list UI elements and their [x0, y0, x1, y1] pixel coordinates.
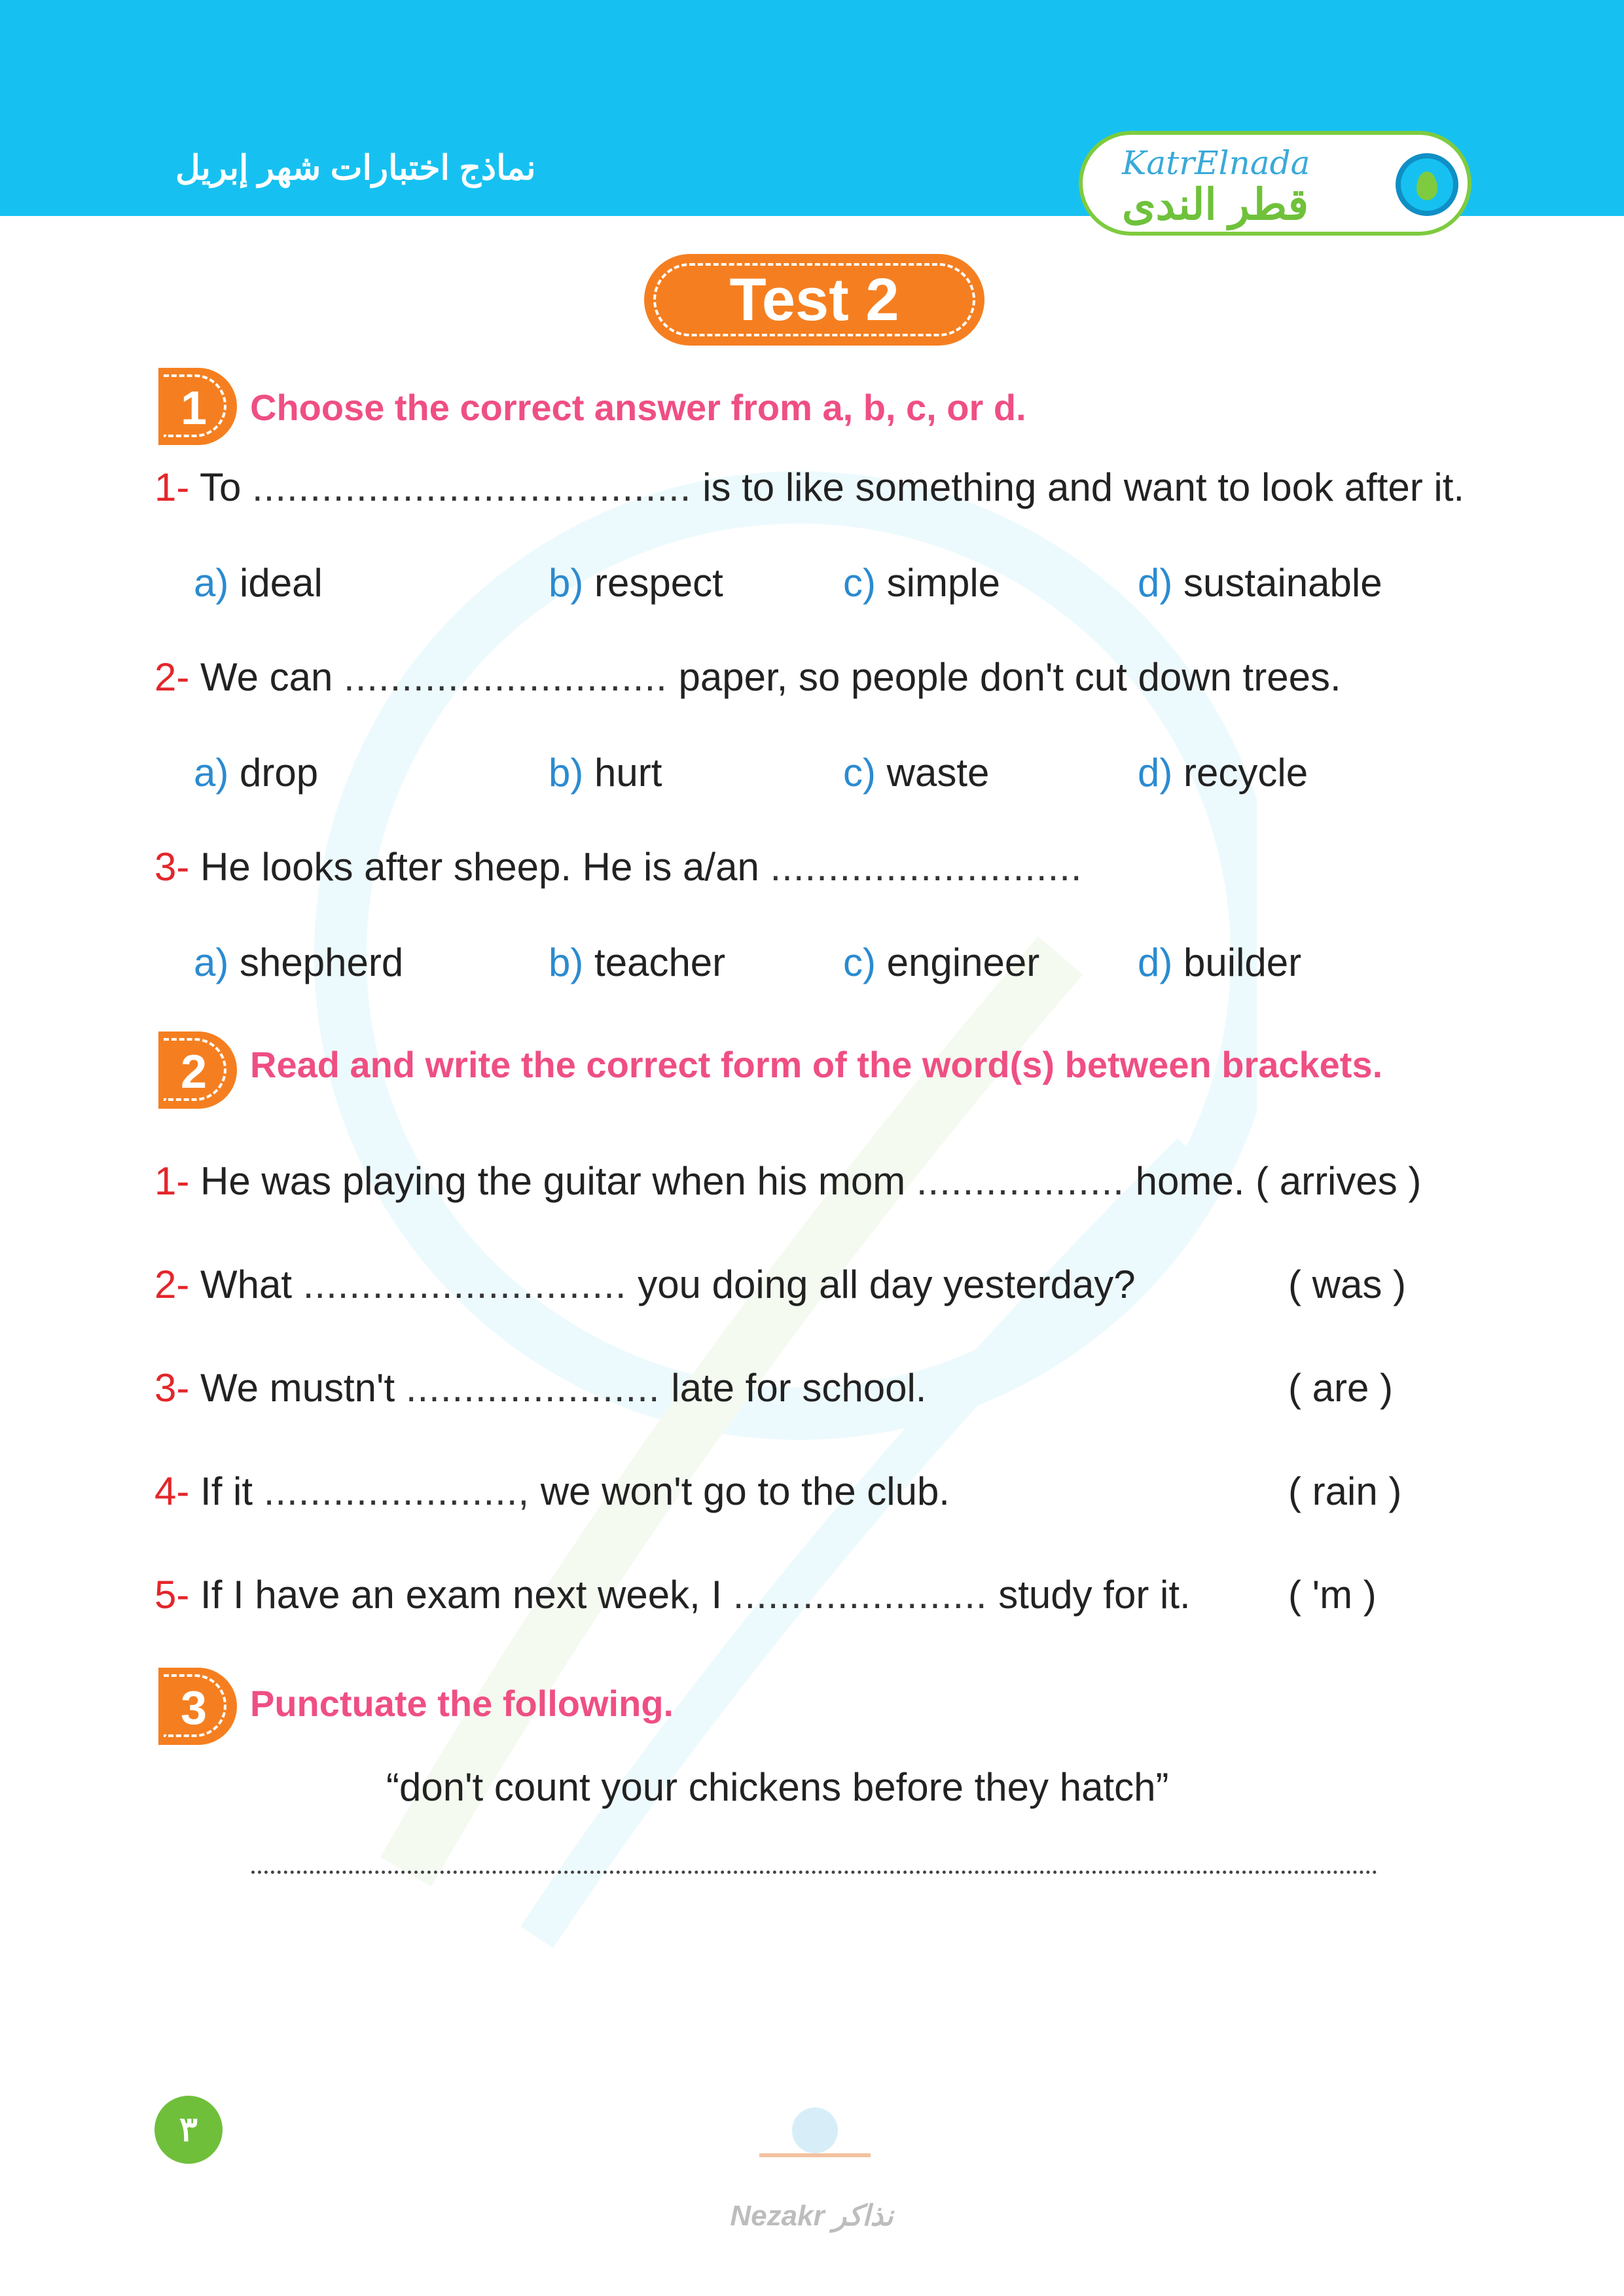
- section-1-title: Choose the correct answer from a, b, c, or d.: [250, 387, 1026, 428]
- question-5: [154, 1572, 1191, 1617]
- question-text-after: home.: [1135, 1159, 1245, 1203]
- question-text-before: If I have an exam next week, I: [200, 1573, 723, 1617]
- option-letter: d): [1138, 941, 1173, 984]
- option-b[interactable]: [549, 940, 725, 985]
- question-number: 2-: [154, 1263, 190, 1306]
- option-text: drop: [240, 751, 319, 795]
- answer-blank[interactable]: ..................: [916, 1159, 1125, 1203]
- question-2: [154, 1262, 1136, 1307]
- question-text-before: He was playing the guitar when his mom: [200, 1159, 906, 1203]
- option-letter: d): [1138, 751, 1173, 795]
- test-badge: [644, 254, 984, 346]
- question-text-before: To: [199, 465, 242, 509]
- option-text: hurt: [594, 751, 662, 795]
- question-1: [154, 465, 1464, 510]
- question-text-before: If it: [200, 1469, 253, 1513]
- question-text-after: we won't go to the club.: [540, 1469, 950, 1513]
- option-a[interactable]: [194, 560, 323, 605]
- section-3-marker: [158, 1668, 237, 1745]
- question-text-after: you doing all day yesterday?: [638, 1263, 1136, 1306]
- header-band: [0, 0, 1624, 228]
- answer-blank[interactable]: ......................: [405, 1366, 660, 1410]
- punctuation-sentence: “don't count your chickens before they hatch”: [386, 1765, 1169, 1809]
- section-2-title: Read and write the correct form of the word(s) between brackets.: [250, 1044, 1383, 1085]
- question-3: [154, 1365, 926, 1410]
- answer-blank[interactable]: ...........................: [770, 845, 1083, 889]
- section-2-number: 2: [164, 1038, 226, 1101]
- option-a[interactable]: [194, 940, 403, 985]
- logo-latin-text: KatrElnada: [1122, 144, 1310, 182]
- option-text: ideal: [240, 561, 323, 605]
- bracket-hint: ( 'm ): [1288, 1573, 1377, 1617]
- question-text-after: study for it.: [998, 1573, 1191, 1617]
- test-badge-label: Test 2: [653, 263, 975, 336]
- option-c[interactable]: [843, 940, 1039, 985]
- bracket-hint: ( rain ): [1288, 1469, 1402, 1513]
- header-title: نماذج اختبارات شهر إبريل: [175, 149, 536, 187]
- option-text: teacher: [594, 941, 726, 984]
- answer-blank[interactable]: ......................................: [252, 465, 692, 509]
- logo-arabic-text: قطر الندى: [1122, 180, 1309, 228]
- section-1-number: 1: [164, 374, 226, 437]
- option-d[interactable]: [1138, 560, 1382, 605]
- footer-brand-text: Nezakr نذاكر: [730, 2200, 893, 2232]
- question-2: [154, 655, 1341, 700]
- question-text-before: He looks after sheep. He is a/an: [200, 845, 759, 889]
- option-text: sustainable: [1183, 561, 1382, 605]
- brand-logo: [1079, 131, 1471, 236]
- question-3: [154, 844, 1083, 889]
- option-letter: d): [1138, 561, 1173, 605]
- option-text: simple: [886, 561, 1001, 605]
- question-text-before: We can: [200, 655, 333, 699]
- option-letter: b): [549, 941, 584, 984]
- graduation-cap-icon: [792, 2108, 838, 2153]
- option-text: waste: [886, 751, 990, 795]
- answer-line[interactable]: [251, 1871, 1377, 1874]
- answer-blank[interactable]: ......................,: [263, 1469, 530, 1513]
- option-d[interactable]: [1138, 940, 1301, 985]
- water-drop-icon: [1396, 153, 1458, 216]
- option-c[interactable]: [843, 560, 1000, 605]
- question-number: 5-: [154, 1573, 190, 1617]
- option-letter: a): [194, 751, 229, 795]
- option-letter: c): [843, 751, 876, 795]
- option-a[interactable]: [194, 750, 318, 795]
- footer-logo: [720, 2108, 903, 2238]
- answer-blank[interactable]: ......................: [732, 1573, 988, 1617]
- question-text-before: We mustn't: [200, 1366, 395, 1410]
- question-text-after: paper, so people don't cut down trees.: [678, 655, 1341, 699]
- option-text: respect: [594, 561, 723, 605]
- option-d[interactable]: [1138, 750, 1308, 795]
- answer-blank[interactable]: ............................: [344, 655, 668, 699]
- question-number: 2-: [154, 655, 190, 699]
- section-3-title: Punctuate the following.: [250, 1683, 674, 1724]
- option-b[interactable]: [549, 750, 662, 795]
- section-2-marker: [158, 1031, 237, 1109]
- option-letter: b): [549, 561, 584, 605]
- option-letter: c): [843, 561, 876, 605]
- question-number: 1-: [154, 1159, 190, 1203]
- section-3-number: 3: [164, 1674, 226, 1737]
- question-number: 3-: [154, 1366, 190, 1410]
- option-letter: c): [843, 941, 876, 984]
- question-4: [154, 1469, 950, 1514]
- option-text: engineer: [886, 941, 1040, 984]
- bracket-hint: ( arrives ): [1255, 1159, 1422, 1203]
- bracket-hint: ( are ): [1288, 1366, 1394, 1410]
- option-letter: b): [549, 751, 584, 795]
- option-c[interactable]: [843, 750, 989, 795]
- option-text: shepherd: [240, 941, 404, 984]
- question-number: 4-: [154, 1469, 190, 1513]
- option-text: recycle: [1183, 751, 1308, 795]
- bracket-hint: ( was ): [1288, 1263, 1406, 1306]
- question-number: 1-: [154, 465, 190, 509]
- question-text-before: What: [200, 1263, 293, 1306]
- option-letter: a): [194, 941, 229, 984]
- section-1-marker: [158, 368, 237, 445]
- question-text-after: late for school.: [671, 1366, 927, 1410]
- book-icon: [759, 2153, 871, 2186]
- page-number: ٣: [154, 2096, 223, 2164]
- question-text-after: is to like something and want to look after it.: [702, 465, 1465, 509]
- option-b[interactable]: [549, 560, 723, 605]
- option-letter: a): [194, 561, 229, 605]
- question-number: 3-: [154, 845, 190, 889]
- question-1: [154, 1158, 1421, 1204]
- answer-blank[interactable]: ............................: [302, 1263, 627, 1306]
- option-text: builder: [1183, 941, 1302, 984]
